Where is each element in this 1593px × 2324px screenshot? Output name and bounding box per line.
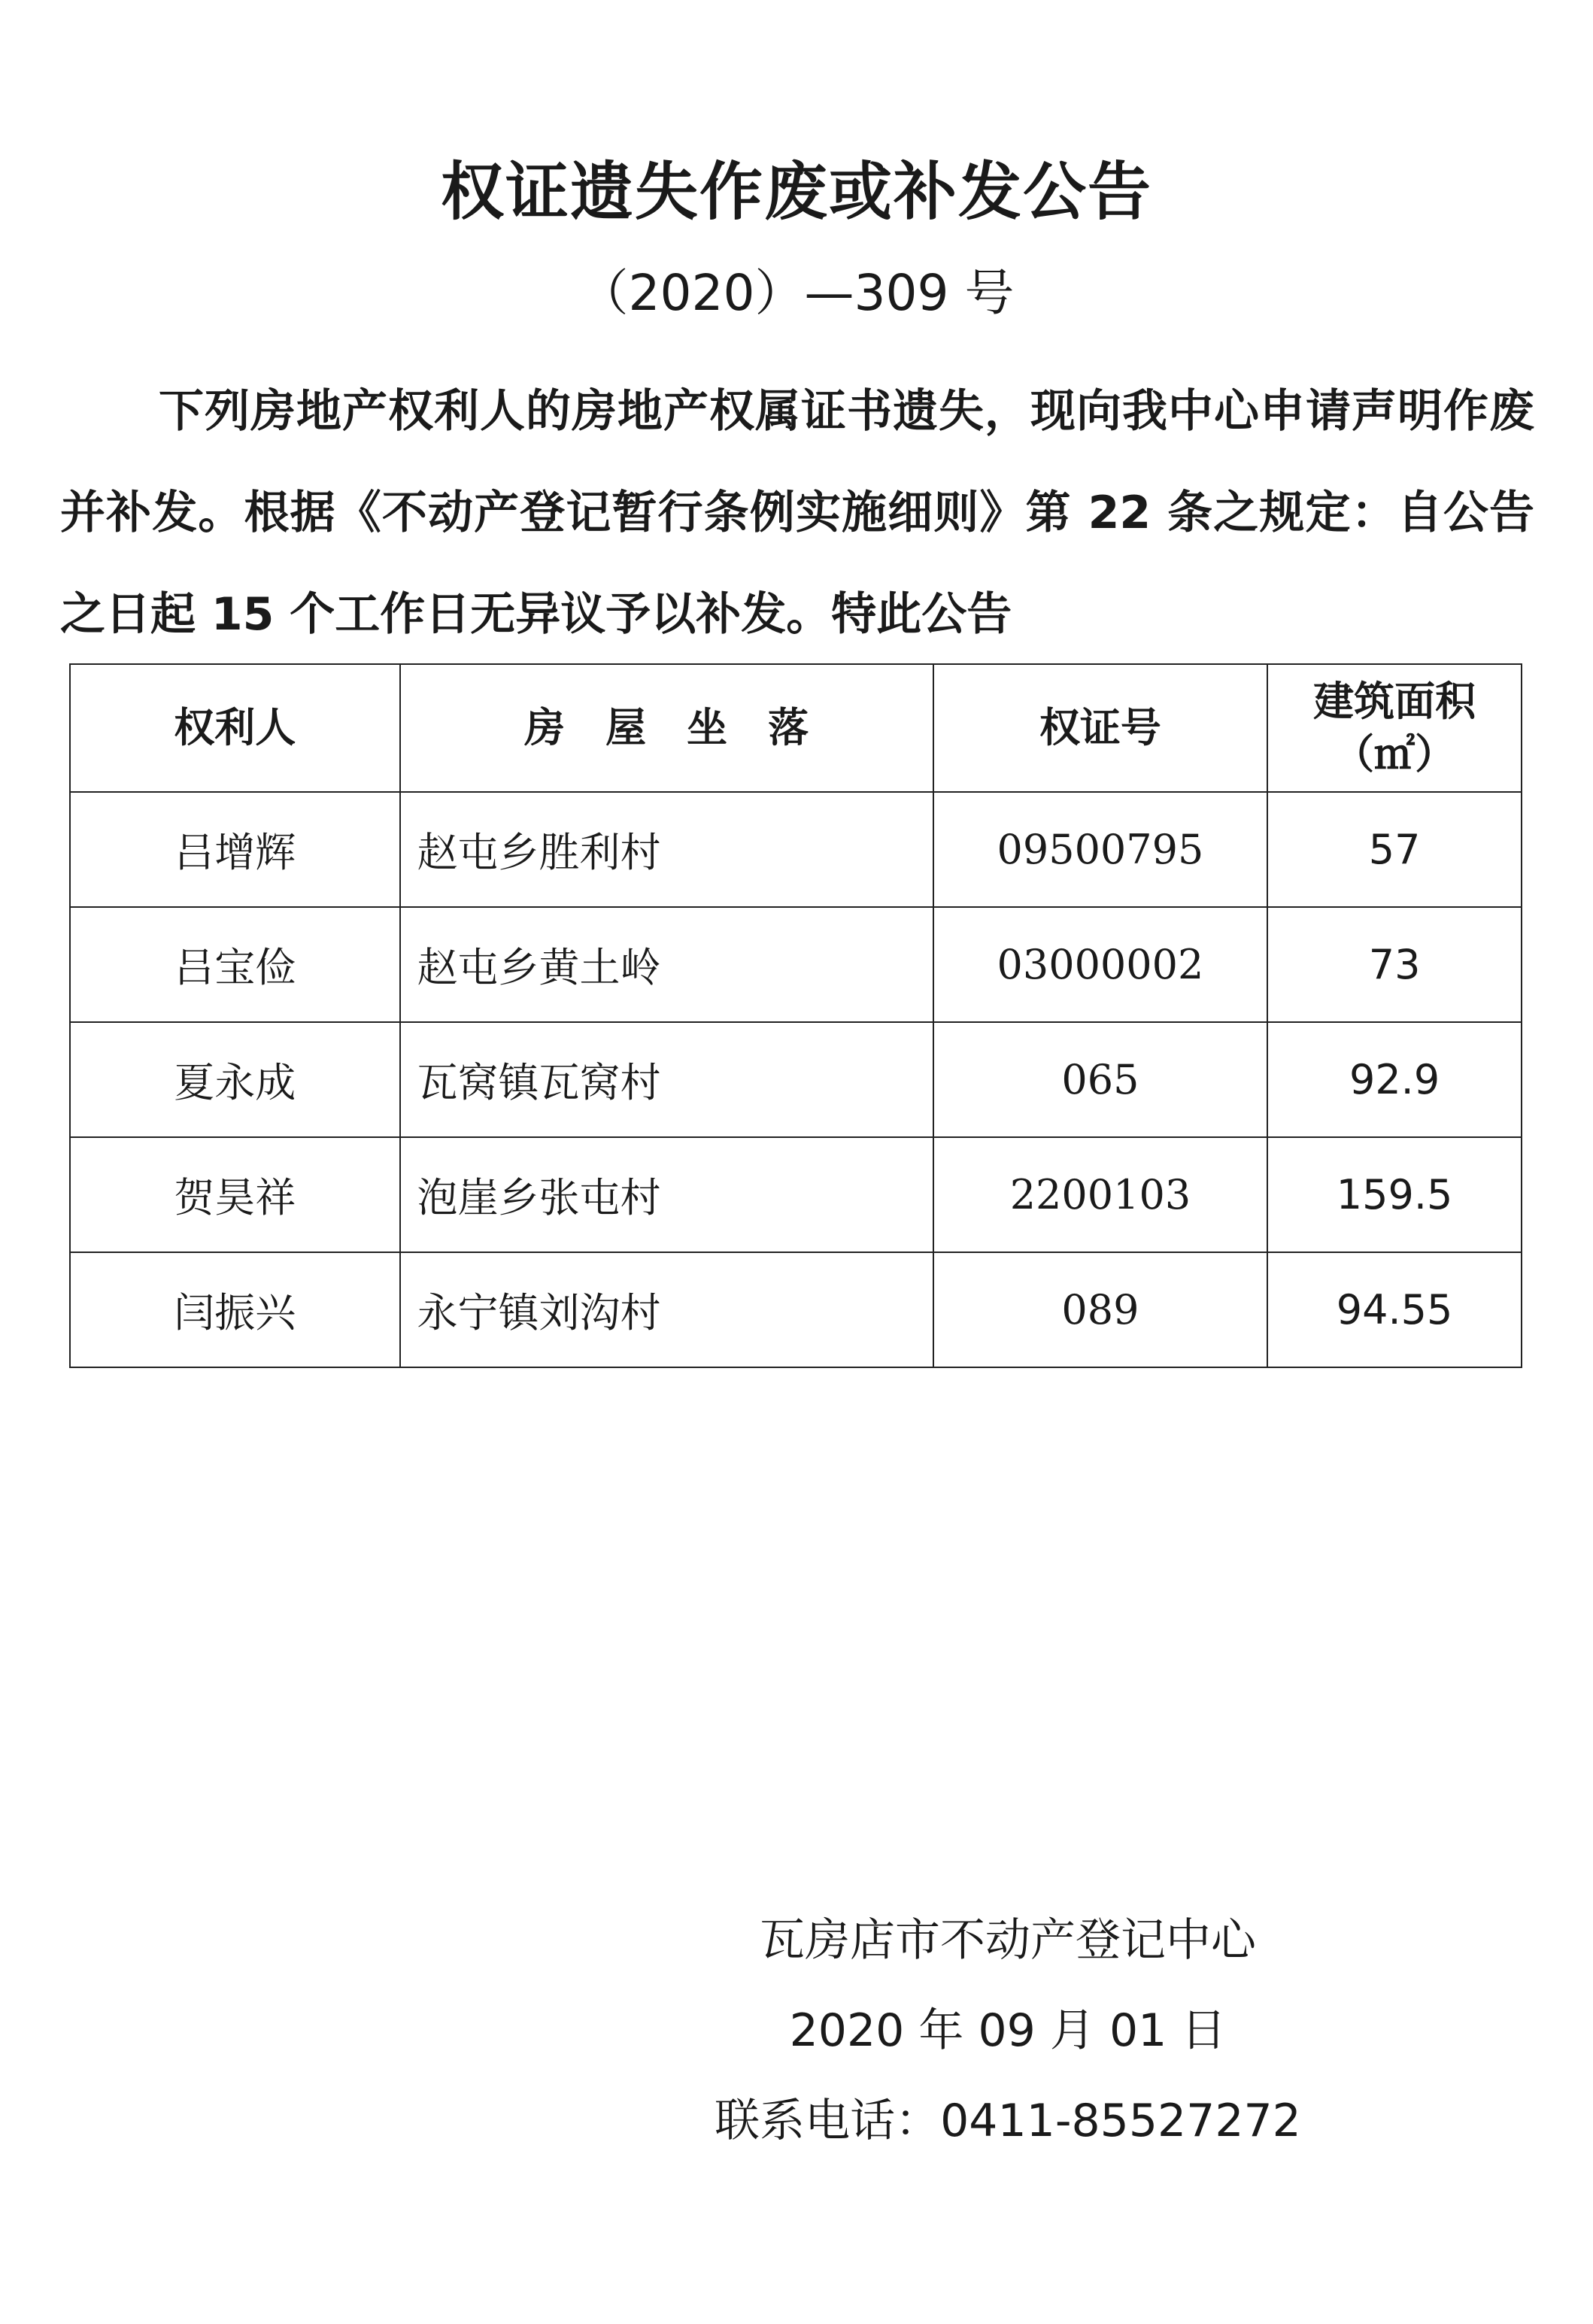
header-certificate: 权证号 (933, 664, 1267, 792)
header-area (1267, 664, 1522, 792)
cell-area: 57 (1267, 792, 1522, 907)
cell-holder: 闫振兴 (70, 1252, 400, 1367)
cell-location: 赵屯乡胜利村 (400, 792, 933, 907)
notice-number: （2020）—309 号 (578, 264, 1015, 322)
cell-area: 92.9 (1267, 1022, 1522, 1137)
certificate-table (69, 663, 1522, 1368)
header-holder: 权利人 (70, 664, 400, 792)
cell-area: 159.5 (1267, 1137, 1522, 1252)
cell-certificate: 03000002 (933, 907, 1267, 1022)
table-row (70, 907, 1522, 1022)
issue-date: 2020 年 09 月 01 日 (789, 2004, 1227, 2057)
cell-area: 94.55 (1267, 1252, 1522, 1367)
cell-certificate: 089 (933, 1252, 1267, 1367)
cell-certificate: 2200103 (933, 1137, 1267, 1252)
header-area-line2: （㎡） (1334, 730, 1456, 778)
table-row (70, 792, 1522, 907)
cell-holder: 吕宝俭 (70, 907, 400, 1022)
cell-holder: 夏永成 (70, 1022, 400, 1137)
cell-holder: 吕增辉 (70, 792, 400, 907)
header-area-line1: 建筑面积 (1313, 678, 1476, 725)
cell-area: 73 (1267, 907, 1522, 1022)
notice-body (60, 361, 1534, 666)
table-row (70, 1252, 1522, 1367)
header-location: 房 屋 坐 落 (400, 664, 933, 792)
cell-holder: 贺昊祥 (70, 1137, 400, 1252)
cell-location: 永宁镇刘沟村 (400, 1252, 933, 1367)
contact-phone: 联系电话：0411-85527272 (715, 2095, 1301, 2147)
cell-certificate: 065 (933, 1022, 1267, 1137)
cell-certificate: 09500795 (933, 792, 1267, 907)
table-row (70, 1022, 1522, 1137)
notice-body-text: 下列房地产权利人的房地产权属证书遗失，现向我中心申请声明作废并补发。根据《不动产登记暂行条例实施细则》第 22 条之规定：自公告之日起 15 个工作日无异议予以补发。特此公告 (60, 385, 1534, 641)
cell-location: 赵屯乡黄土岭 (400, 907, 933, 1022)
cell-location: 泡崖乡张屯村 (400, 1137, 933, 1252)
issuing-organization: 瓦房店市不动产登记中心 (760, 1914, 1256, 1967)
notice-title: 权证遗失作废或补发公告 (440, 155, 1152, 229)
table-header-row (70, 664, 1522, 792)
cell-location: 瓦窝镇瓦窝村 (400, 1022, 933, 1137)
table-row (70, 1137, 1522, 1252)
